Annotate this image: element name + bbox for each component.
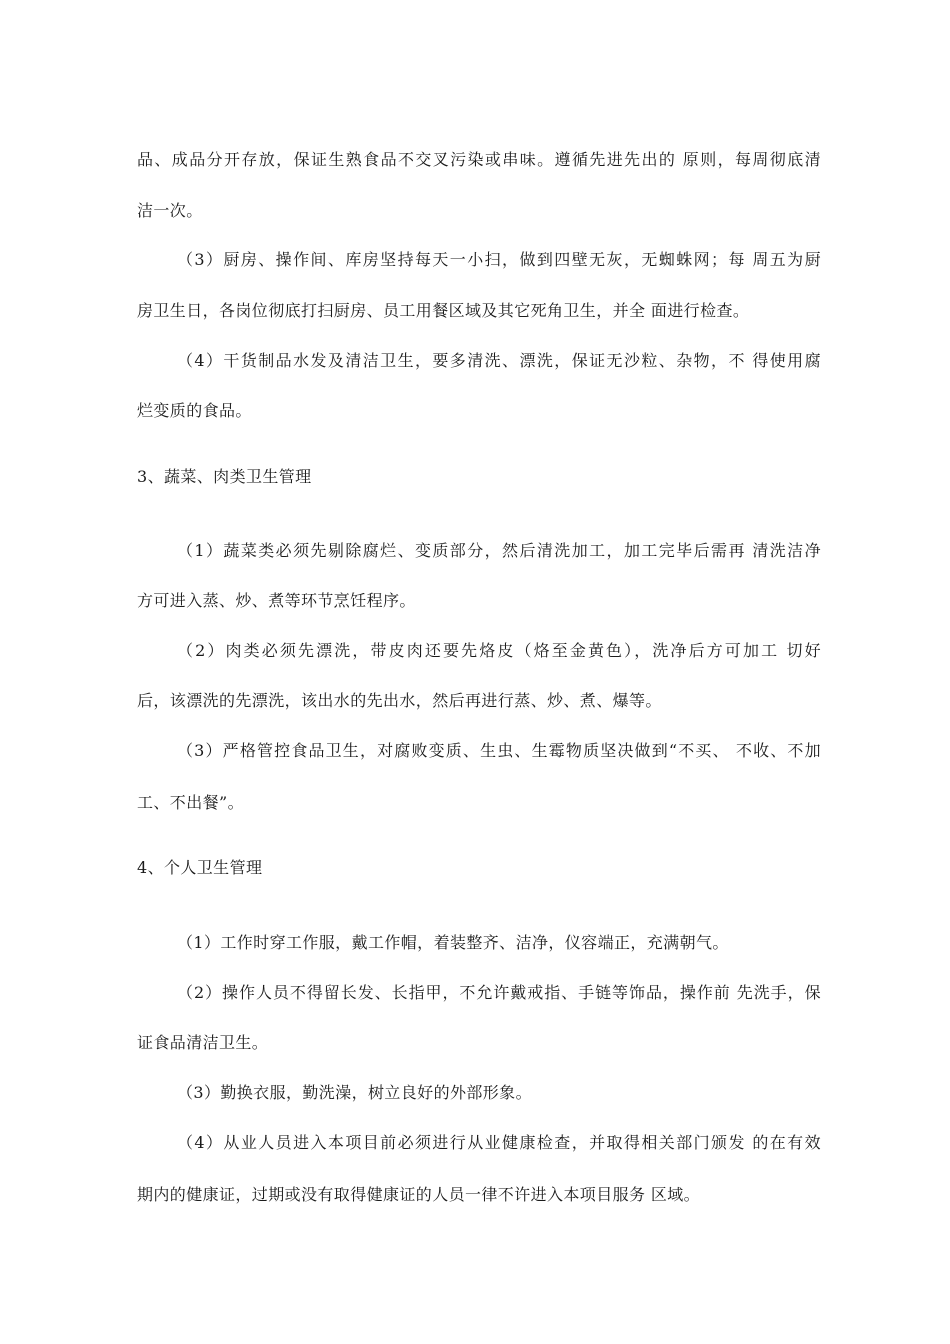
list-item-line: （4）干货制品水发及清洁卫生，要多清洗、漂洗，保证无沙粒、杂物，不 得使用腐 (177, 351, 821, 370)
body-text-line: 期内的健康证，过期或没有取得健康证的人员一律不许进入本项目服务 区域。 (137, 1185, 701, 1204)
body-text-line: 洁一次。 (137, 201, 203, 220)
list-item-line: （1）工作时穿工作服，戴工作帽，着装整齐、洁净，仪容端正，充满朝气。 (177, 933, 729, 952)
body-text-line: 后，该漂洗的先漂洗，该出水的先出水，然后再进行蒸、炒、煮、爆等。 (137, 691, 662, 710)
section-heading: 4、个人卫生管理 (137, 858, 263, 877)
section-heading: 3、蔬菜、肉类卫生管理 (137, 467, 312, 486)
body-text-line: 证食品清洁卫生。 (137, 1033, 269, 1052)
list-item-line: （2）操作人员不得留长发、长指甲，不允许戴戒指、手链等饰品，操作前 先洗手，保 (177, 983, 821, 1002)
list-item-line: （3）勤换衣服，勤洗澡，树立良好的外部形象。 (177, 1083, 532, 1102)
body-text-line: 品、成品分开存放，保证生熟食品不交叉污染或串味。遵循先进先出的 原则，每周彻底清 (137, 150, 821, 169)
list-item-line: （3）严格管控食品卫生，对腐败变质、生虫、生霉物质坚决做到“不买、 不收、不加 (177, 741, 821, 760)
body-text-line: 方可进入蒸、炒、煮等环节烹饪程序。 (137, 591, 416, 610)
body-text-line: 烂变质的食品。 (137, 401, 252, 420)
body-text-line: 工、不出餐”。 (137, 793, 244, 812)
list-item-line: （1）蔬菜类必须先剔除腐烂、变质部分，然后清洗加工，加工完毕后需再 清洗洁净 (177, 541, 821, 560)
body-text-line: 房卫生日，各岗位彻底打扫厨房、员工用餐区域及其它死角卫生，并全 面进行检查。 (137, 301, 750, 320)
list-item-line: （3）厨房、操作间、库房坚持每天一小扫，做到四壁无灰，无蜘蛛网；每 周五为厨 (177, 250, 821, 269)
list-item-line: （2）肉类必须先漂洗，带皮肉还要先烙皮（烙至金黄色），洗净后方可加工 切好 (177, 641, 821, 660)
list-item-line: （4）从业人员进入本项目前必须进行从业健康检查，并取得相关部门颁发 的在有效 (177, 1133, 821, 1152)
